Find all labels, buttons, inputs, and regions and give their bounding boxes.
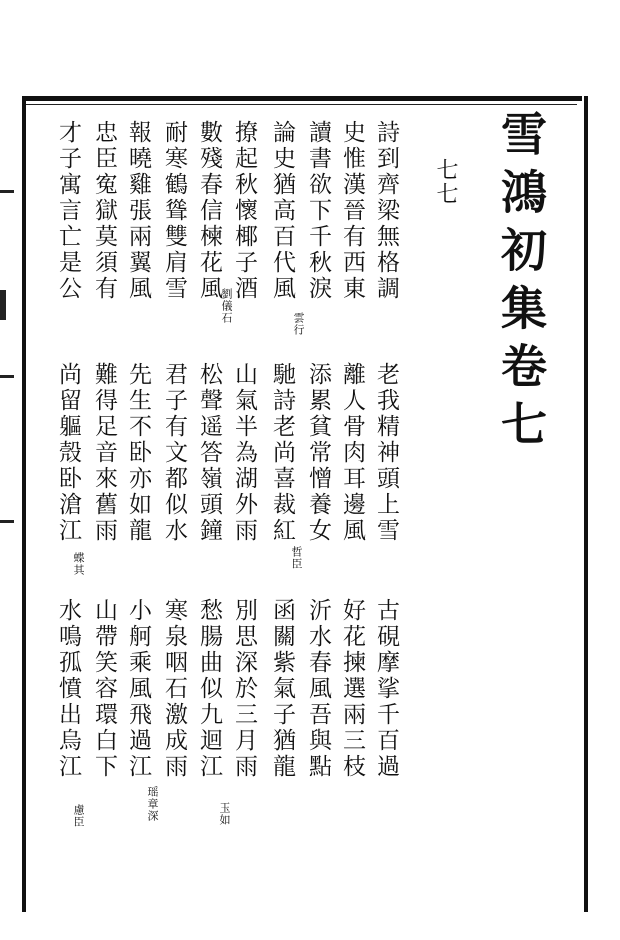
couplet-line: 函關紫氣子猶龍 (269, 598, 295, 780)
page-number: 七七 (433, 158, 458, 206)
chapter-title: 雪鴻初集卷七 (494, 110, 548, 458)
couplet-line: 好花揀選兩三枝 (339, 598, 365, 780)
page-edge-mark (0, 520, 14, 523)
couplet-line: 報曉雞張兩翼風 (125, 120, 151, 302)
couplet-line: 離人骨肉耳邊風 (339, 362, 365, 544)
couplet-line: 山氣半為湖外雨 (231, 362, 257, 544)
frame-top-rule (22, 96, 582, 101)
couplet-line: 史惟漢晉有西東 (339, 120, 365, 302)
page-edge-mark (0, 190, 14, 193)
author-note: 雲行 (292, 312, 305, 336)
couplet-line: 馳詩老尚喜裁紅 (269, 362, 295, 544)
couplet-line: 詩到齊梁無格調 (373, 120, 399, 302)
couplet-line: 愁腸曲似九迴江 (196, 598, 222, 780)
couplet-line: 君子有文都似水 (161, 362, 187, 544)
couplet-line: 別思深於三月雨 (231, 598, 257, 780)
author-note: 慮臣 (72, 804, 85, 828)
couplet-line: 尚留軀殼卧滄江 (55, 362, 81, 544)
author-note: 哲臣 (290, 546, 303, 570)
couplet-line: 撩起秋懷椰子酒 (231, 120, 257, 302)
couplet-line: 沂水春風吾與點 (305, 598, 331, 780)
couplet-line: 古硯摩挲千百過 (373, 598, 399, 780)
couplet-line: 松聲遥答嶺頭鐘 (196, 362, 222, 544)
couplet-line: 小舸乘風飛過江 (125, 598, 151, 780)
frame-left-rule (22, 96, 26, 912)
couplet-line: 老我精神頭上雪 (373, 362, 399, 544)
author-note: 玉如 (218, 802, 231, 826)
couplet-line: 耐寒鶴聳雙肩雪 (161, 120, 187, 302)
page-edge-mark (0, 375, 14, 378)
couplet-line: 才子寓言亡是公 (55, 120, 81, 302)
couplet-line: 先生不卧亦如龍 (125, 362, 151, 544)
couplet-line: 水鳴孤憤出烏江 (55, 598, 81, 780)
couplet-line: 山帶笑容環白下 (91, 598, 117, 780)
author-note: 劉儀石 (220, 288, 233, 324)
couplet-line: 讀書欲下千秋淚 (305, 120, 331, 302)
couplet-line: 數殘春信楝花風 (196, 120, 222, 302)
couplet-line: 論史猶高百代風 (269, 120, 295, 302)
author-note: 蝶其 (72, 552, 85, 576)
couplet-line: 添累貧常憎養女 (305, 362, 331, 544)
couplet-line: 難得足音來舊雨 (91, 362, 117, 544)
couplet-line: 寒泉咽石激成雨 (161, 598, 187, 780)
page-edge-mark (0, 290, 6, 320)
frame-right-rule (584, 96, 588, 912)
frame-inner-rule (22, 104, 577, 105)
couplet-line: 忠臣寃獄莫須有 (91, 120, 117, 302)
author-note: 瑶章深 (146, 786, 159, 822)
